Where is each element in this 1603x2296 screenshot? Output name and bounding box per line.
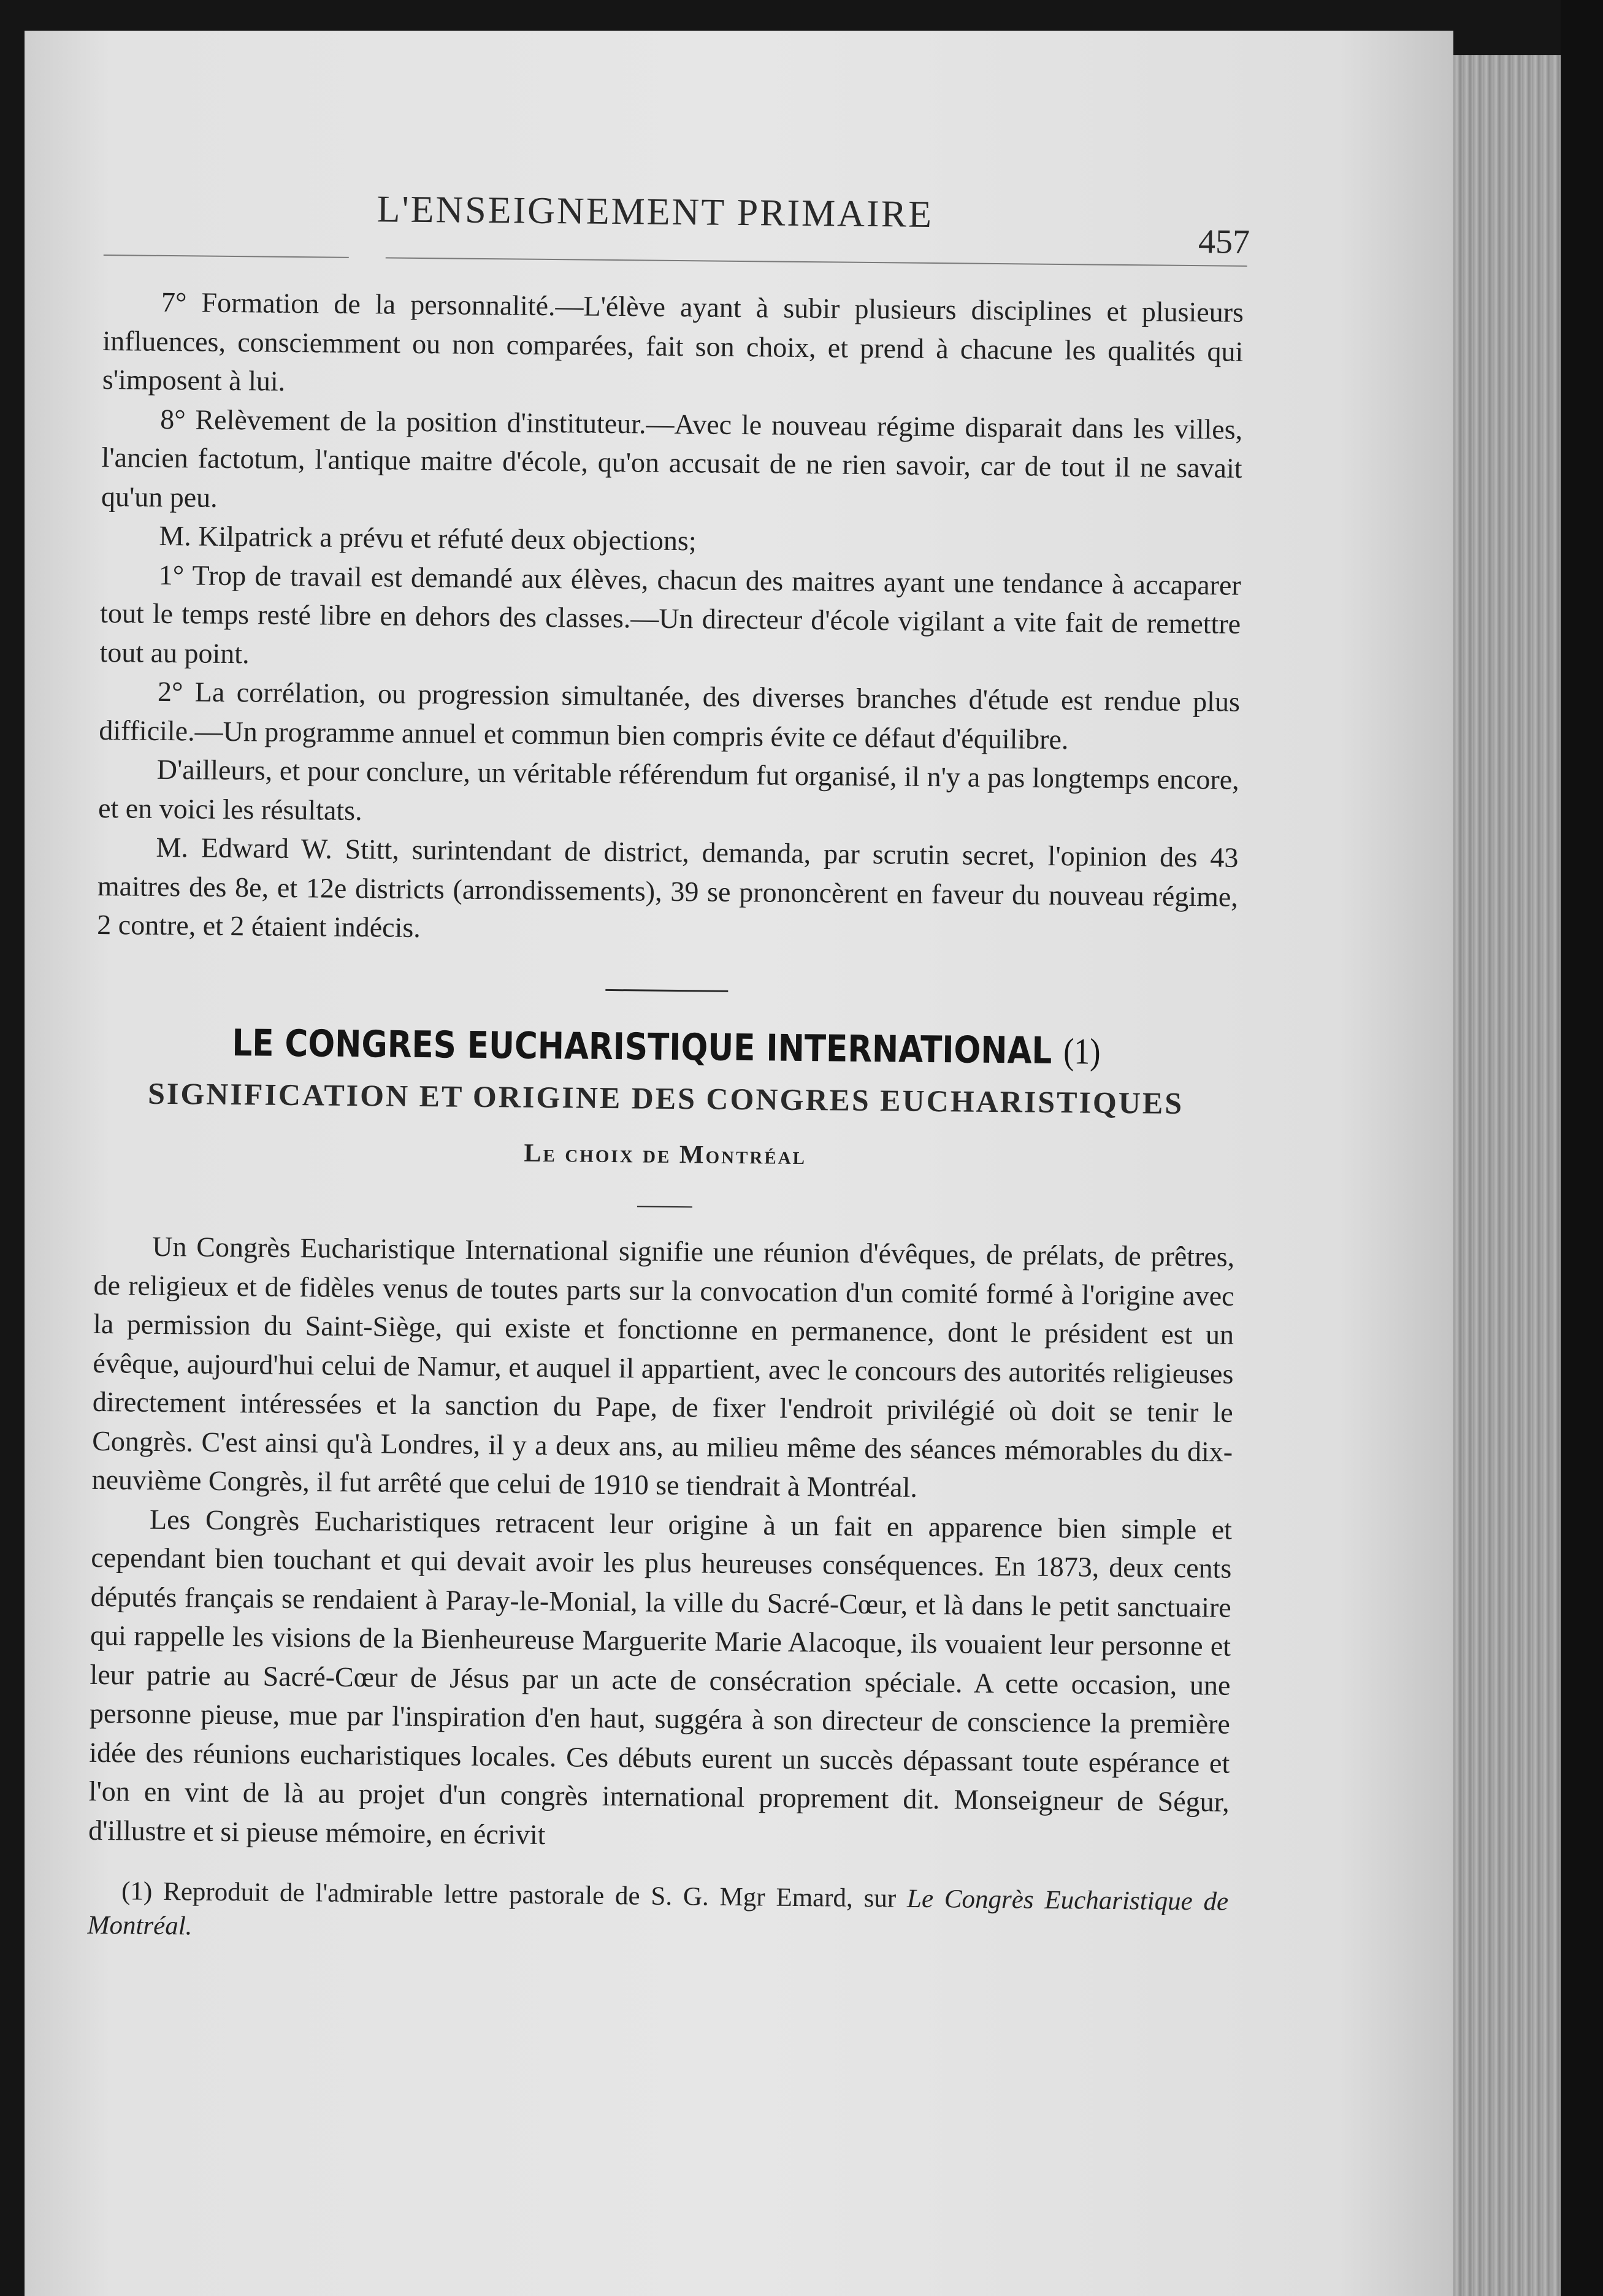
paragraph: D'ailleurs, et pour conclure, un véritable référendum fut organisé, il n'y a pas longtemps encore, et en voici les résultats.	[98, 753, 1239, 826]
footnote	[87, 1874, 1228, 1954]
paragraph: Un Congrès Eucharistique International signifie une réunion d'évêques, de prélats, de prêtres, de religieux et de fidèles venus de toutes parts sur la convocation d'un comité formé à l'origine avec la permission du Saint-Siège, qui existe et fonctionne en permanence, dont le président est un évêque, aujourd'hui celui de Namur, et auquel il appartient, avec le concours des autorités religieuses directement intéressées et la sanction du Pape, de fixer l'endroit privilégié où doit se tenir le Congrès. C'est ainsi qu'à Londres, il y a deux ans, au milieu même des séances mémorables du dix-neuvième Congrès, il fut arrêté que celui de 1910 se tiendrait à Montréal.	[91, 1230, 1235, 1503]
paragraph: 1° Trop de travail est demandé aux élèves, chacun des maitres ayant une tendance à accaparer tout le temps resté libre en dehors des classes.—Un directeur d'école vigilant a vite fait de remettre tout au point.	[99, 559, 1241, 669]
article-subtitle: SIGNIFICATION ET ORIGINE DES CONGRES EUCHARISTIQUES	[147, 1076, 1184, 1120]
header-rule-gap	[349, 254, 386, 262]
paragraph: M. Edward W. Stitt, surintendant de district, demanda, par scrutin secret, l'opinion des 43 maitres des 8e, et 12e districts (arrondissements), 39 se prononcèrent en faveur du nouveau régime, 2 contre, et 2 étaient indécis.	[97, 831, 1239, 944]
scan-border	[1561, 0, 1603, 2296]
running-title: L'ENSEIGNEMENT PRIMAIRE	[377, 188, 934, 235]
page-edge-stack	[1453, 55, 1561, 2296]
footnote-marker: (1)	[121, 1877, 153, 1906]
article-title-text: LE CONGRES EUCHARISTIQUE INTERNATIONAL	[232, 1021, 1052, 1073]
short-divider	[637, 1206, 692, 1207]
intro-text	[87, 282, 1244, 1954]
page-content	[87, 178, 1250, 1980]
footnote-italic-title: Le Congrès Eucharistique de Montréal.	[87, 1884, 1229, 1941]
header-rule	[104, 254, 1247, 267]
paragraph: Les Congrès Eucharistiques retracent leur origine à un fait en apparence bien simple et cependant bien touchant et qui devait avoir les plus heureuses conséquences. En 1873, deux cents députés français se rendaient à Paray-le-Monial, la ville du Sacré-Cœur, et là dans le petit sanctuaire qui rappelle les visions de la Bienheureuse Marguerite Marie Alacoque, ils vouaient leur personne et leur patrie au Sacré-Cœur de Jésus par un acte de consécration spéciale. A cette occasion, une personne pieuse, mue par l'inspiration d'en haut, suggéra à son directeur de conscience la première idée des réunions eucharistiques locales. Ces débuts eurent un succès dépassant toute espérance et l'on en vint de là au projet d'un congrès international proprement dit. Monseigneur de Ségur, d'illustre et si pieuse mémoire, en écrivit	[88, 1503, 1233, 1850]
section-divider	[605, 989, 728, 992]
paragraph: 8° Relèvement de la position d'instituteur.—Avec le nouveau régime disparait dans les villes, l'ancien factotum, l'antique maitre d'école, qu'on accusait de ne rien savoir, car de tout il ne savait qu'un peu.	[101, 403, 1243, 513]
paragraph: 2° La corrélation, ou progression simultanée, des diverses branches d'étude est rendue plus difficile.—Un programme annuel et commun bien compris évite ce défaut d'équilibre.	[99, 675, 1241, 755]
paragraph: 7° Formation de la personnalité.—L'élève ayant à subir plusieurs disciplines et plusieurs influences, consciemment ou non comparées, fait son choix, et prend à chacune les qualités qui s'imposent à lui.	[102, 286, 1244, 397]
footnote-text: Reproduit de l'admirable lettre pastorale de S. G. Mgr Emard, sur	[163, 1877, 897, 1913]
article-section-heading: Le choix de Montréal	[524, 1139, 807, 1170]
running-header	[104, 178, 1250, 261]
footnote-reference: (1)	[1063, 1030, 1101, 1072]
article-title	[175, 1021, 1157, 1073]
paragraph: M. Kilpatrick a prévu et réfuté deux objections;	[159, 519, 697, 557]
page-number: 457	[1198, 223, 1250, 261]
